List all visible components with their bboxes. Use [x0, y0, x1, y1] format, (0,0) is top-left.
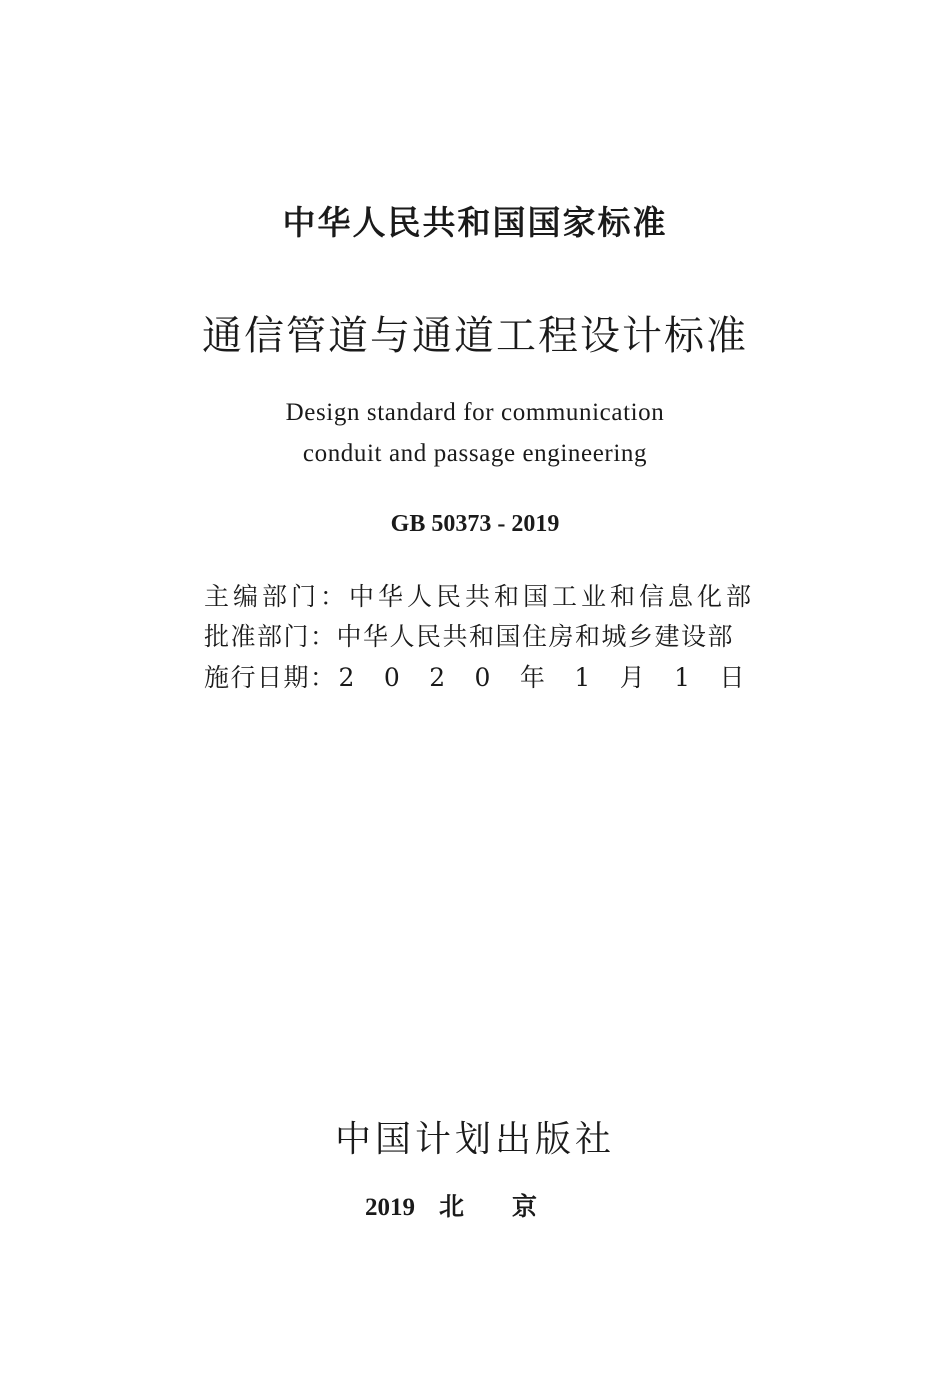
imprint [0, 1194, 950, 1220]
document-title-chinese: 通信管道与通道工程设计标准 [202, 313, 748, 359]
approval-row [204, 624, 734, 649]
document-title-english-line2: conduit and passage engineering [302, 440, 648, 467]
effective-date-label: 施行日期： [204, 663, 337, 692]
date-char: 月 [619, 663, 645, 692]
chief-editor-label: 主编部门： [204, 582, 350, 611]
standard-series-title: 中华人民共和国国家标准 [282, 203, 668, 242]
date-char: 年 [519, 663, 545, 692]
chief-editor-value: 中华人民共和国工业和信息化部 [349, 582, 756, 611]
chief-editor-row [204, 584, 755, 609]
date-char: 0 [383, 663, 400, 692]
date-char: 1 [674, 663, 691, 692]
imprint-city: 北京 [438, 1192, 585, 1221]
imprint-year: 2019 [364, 1194, 415, 1221]
effective-date-row [204, 665, 745, 690]
document-title-english-line1: Design standard for communication [285, 399, 665, 426]
standard-code: GB 50373 - 2019 [390, 511, 560, 537]
date-char: 1 [574, 663, 591, 692]
date-char: 2 [429, 663, 446, 692]
publisher-name: 中国计划出版社 [334, 1119, 615, 1160]
approval-value: 中华人民共和国住房和城乡建设部 [336, 622, 735, 651]
approval-label: 批准部门： [204, 622, 337, 651]
date-char: 0 [474, 663, 491, 692]
effective-date-value [339, 665, 745, 690]
date-char: 2 [338, 663, 355, 692]
date-char: 日 [719, 663, 745, 692]
